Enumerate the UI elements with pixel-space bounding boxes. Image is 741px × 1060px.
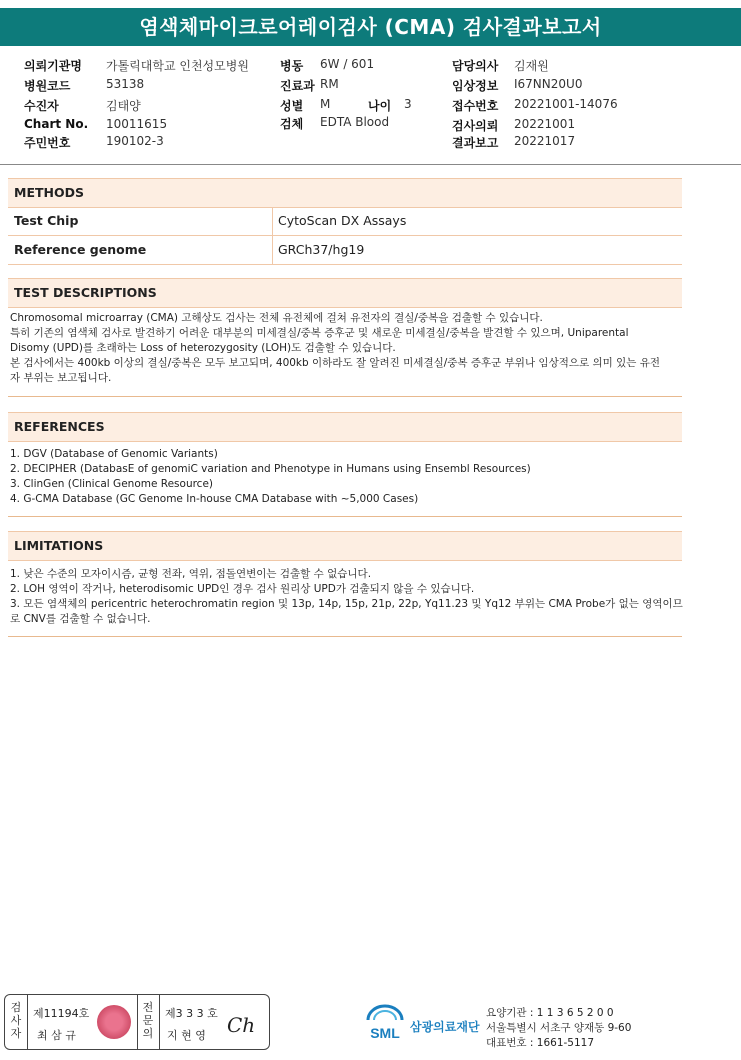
specimen-label: 검체 bbox=[280, 117, 304, 131]
tester-seal-icon bbox=[97, 1005, 131, 1039]
limitations-heading: LIMITATIONS bbox=[8, 531, 682, 561]
doctor-label: 담당의사 bbox=[452, 59, 499, 73]
reference-item: 3. ClinGen (Clinical Genome Resource) bbox=[10, 478, 214, 490]
dept-label: 진료과 bbox=[280, 79, 315, 93]
methods-row-reference-genome bbox=[8, 236, 682, 265]
methods-value: CytoScan DX Assays bbox=[278, 213, 407, 228]
limitations-list bbox=[10, 567, 684, 627]
institution-label: 의뢰기관명 bbox=[24, 59, 82, 73]
sml-logo-icon bbox=[364, 1004, 406, 1044]
reception-value: 20221001-14076 bbox=[514, 97, 618, 111]
request-label: 검사의뢰 bbox=[452, 119, 499, 133]
sex-label: 성별 bbox=[280, 99, 304, 113]
methods-key: Reference genome bbox=[14, 242, 147, 257]
reviewer-char: 의 bbox=[142, 1027, 154, 1040]
limitation-item: 1. 낮은 수준의 모자이시즘, 균형 전좌, 역위, 점돌연변이는 검출할 수 없습니다. bbox=[10, 568, 372, 580]
methods-heading: METHODS bbox=[8, 178, 682, 208]
test-descriptions-heading: TEST DESCRIPTIONS bbox=[8, 278, 682, 308]
methods-value: GRCh37/hg19 bbox=[278, 242, 365, 257]
org-name: 삼광의료재단 bbox=[410, 1020, 480, 1034]
chart-value: 10011615 bbox=[106, 117, 168, 131]
hospital-code-label: 병원코드 bbox=[24, 79, 71, 93]
tester-char: 자 bbox=[10, 1027, 22, 1040]
chart-label: Chart No. bbox=[24, 117, 89, 131]
references-heading: REFERENCES bbox=[8, 412, 682, 442]
org-phone: 대표번호 : 1661-5117 bbox=[486, 1037, 595, 1049]
clinical-value: I67NN20U0 bbox=[514, 77, 583, 91]
description-line: Chromosomal microarray (CMA) 고해상도 검사는 전체 유전체에 걸쳐 유전자의 결실/중복을 검출할 수 있습니다. bbox=[10, 312, 543, 324]
dept-value: RM bbox=[320, 77, 339, 91]
tester-char: 사 bbox=[10, 1014, 22, 1027]
reviewer-char: 문 bbox=[142, 1014, 154, 1027]
header-divider bbox=[0, 164, 741, 165]
clinical-label: 임상정보 bbox=[452, 79, 499, 93]
resident-value: 190102-3 bbox=[106, 134, 164, 148]
hospital-code-value: 53138 bbox=[106, 77, 145, 91]
section-divider bbox=[8, 396, 682, 397]
report-footer bbox=[0, 990, 741, 1060]
signature-box bbox=[4, 994, 270, 1050]
reception-label: 접수번호 bbox=[452, 99, 499, 113]
report-date-value: 20221017 bbox=[514, 134, 576, 148]
tester-vertical-label bbox=[7, 1001, 25, 1040]
limitation-item: 2. LOH 영역이 작거나, heterodisomic UPD인 경우 검사 원리상 UPD가 검출되지 않을 수 있습니다. bbox=[10, 583, 475, 595]
limitation-item: 3. 모든 염색체의 pericentric heterochromatin region 및 13p, 14p, 15p, 21p, 22p, Yq11.23 및 Yq12 부위는 CMA Probe가 없는 영역이므 bbox=[10, 598, 683, 610]
age-value: 3 bbox=[404, 97, 412, 111]
description-line: 본 검사에서는 400kb 이상의 결실/중복은 모두 보고되며, 400kb 이하라도 잘 알려진 미세결실/중복 증후군 부위나 임상적으로 의미 있는 유전 bbox=[10, 357, 661, 369]
org-address: 서울특별시 서초구 양재동 9-60 bbox=[486, 1022, 632, 1034]
reviewer-vertical-label bbox=[139, 1001, 157, 1040]
institution-value: 가톨릭대학교 인천성모병원 bbox=[106, 59, 249, 73]
description-line: Disomy (UPD)를 초래하는 Loss of heterozygosity (LOH)도 검출할 수 있습니다. bbox=[10, 342, 396, 354]
doctor-value: 김재원 bbox=[514, 59, 549, 73]
resident-label: 주민번호 bbox=[24, 136, 71, 150]
column-divider bbox=[272, 236, 273, 264]
test-descriptions-text bbox=[10, 311, 684, 386]
references-list bbox=[10, 447, 684, 507]
reviewer-name: 지 현 영 bbox=[167, 1029, 206, 1042]
specimen-value: EDTA Blood bbox=[320, 115, 390, 129]
patient-header bbox=[0, 46, 741, 164]
limitation-item: 로 CNV를 검출할 수 없습니다. bbox=[10, 613, 151, 625]
description-line: 자 부위는 보고됩니다. bbox=[10, 372, 112, 384]
report-date-label: 결과보고 bbox=[452, 136, 499, 150]
signature-divider bbox=[27, 995, 28, 1049]
column-divider bbox=[272, 207, 273, 235]
reviewer-signature: Ch bbox=[227, 1013, 256, 1037]
tester-char: 검 bbox=[10, 1001, 22, 1014]
patient-label: 수진자 bbox=[24, 99, 59, 113]
ward-label: 병동 bbox=[280, 59, 304, 73]
ward-value: 6W / 601 bbox=[320, 57, 375, 71]
signature-divider bbox=[137, 995, 138, 1049]
section-divider bbox=[8, 516, 682, 517]
description-line: 특히 기존의 염색체 검사로 발견하기 어려운 대부분의 미세결실/중복 증후군 및 새로운 미세결실/중복을 발견할 수 있으며, Uniparental bbox=[10, 327, 629, 339]
methods-row-test-chip bbox=[8, 207, 682, 236]
signature-divider bbox=[159, 995, 160, 1049]
tester-name: 최 삼 규 bbox=[37, 1029, 76, 1042]
age-label: 나이 bbox=[368, 99, 392, 113]
sml-logo-text: SML bbox=[370, 1025, 400, 1041]
tester-number: 제11194호 bbox=[33, 1007, 90, 1020]
reference-item: 4. G-CMA Database (GC Genome In-house CMA Database with ~5,000 Cases) bbox=[10, 493, 419, 505]
reference-item: 2. DECIPHER (DatabasE of genomiC variation and Phenotype in Humans using Ensembl Resources) bbox=[10, 463, 531, 475]
reviewer-char: 전 bbox=[142, 1001, 154, 1014]
reference-item: 1. DGV (Database of Genomic Variants) bbox=[10, 448, 218, 460]
institution-code: 요양기관 : 1 1 3 6 5 2 0 0 bbox=[486, 1007, 614, 1019]
patient-value: 김태양 bbox=[106, 99, 141, 113]
sex-value: M bbox=[320, 97, 331, 111]
request-value: 20221001 bbox=[514, 117, 576, 131]
reviewer-number: 제3 3 3 호 bbox=[165, 1007, 218, 1020]
report-title: 염색체마이크로어레이검사 (CMA) 검사결과보고서 bbox=[0, 8, 741, 46]
section-divider bbox=[8, 636, 682, 637]
methods-key: Test Chip bbox=[14, 213, 79, 228]
